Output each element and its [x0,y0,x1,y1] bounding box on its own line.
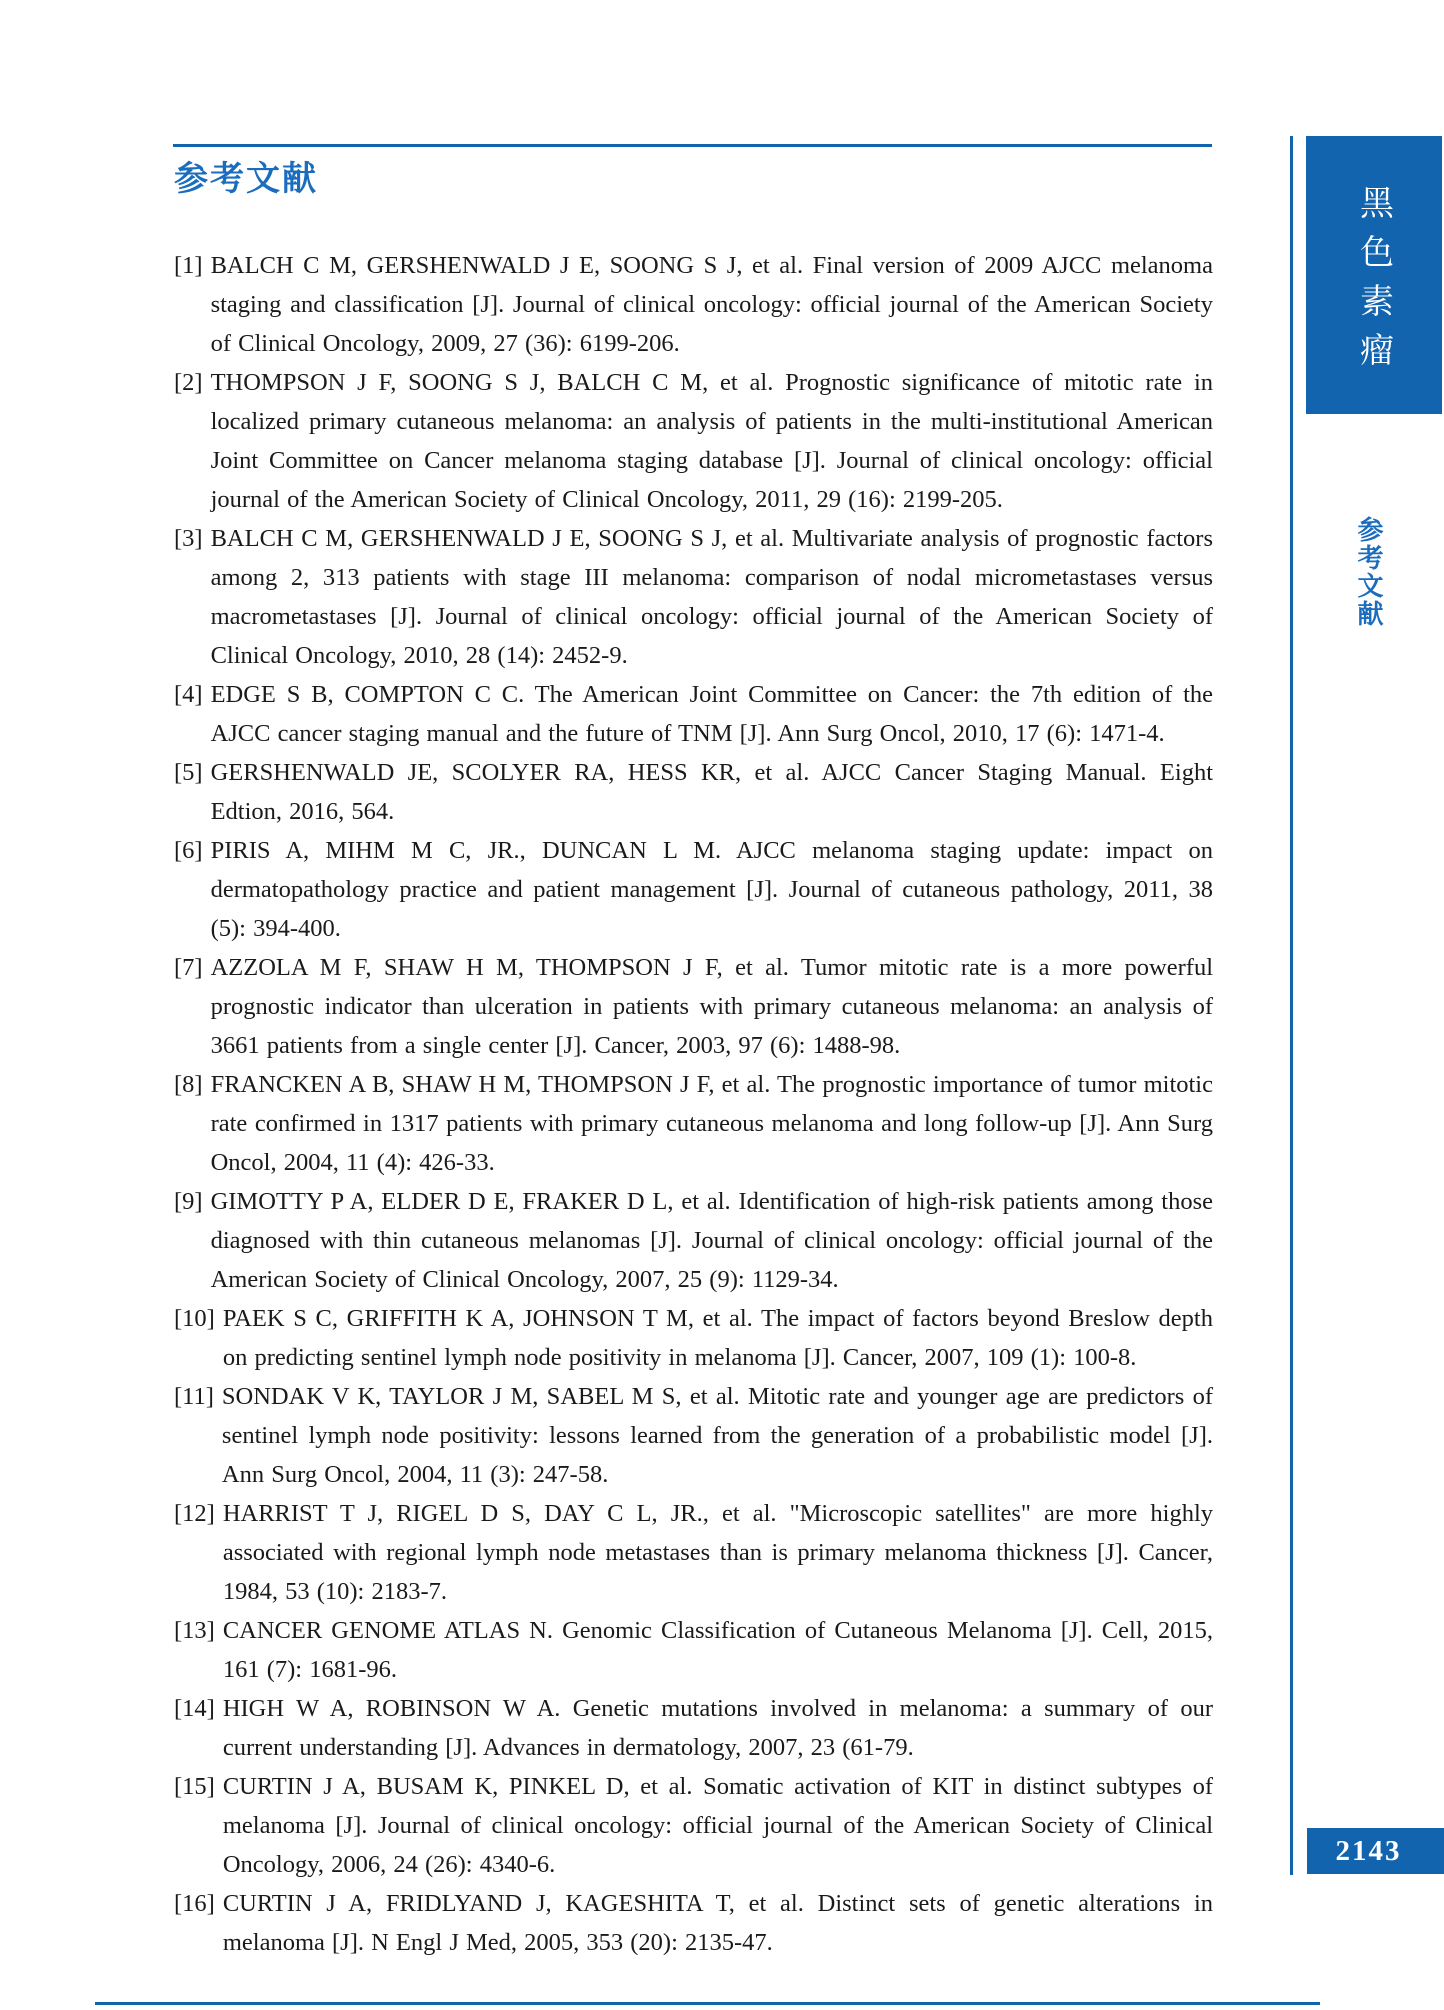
sidebar-divider-rule [1290,136,1293,1875]
reference-text: PAEK S C, GRIFFITH K A, JOHNSON T M, et al. The impact of factors beyond Breslow depth on predicting sentinel lymph node positivity in melanoma [J]. Cancer, 2007, 109 (1): 100-8. [222,1305,1213,1371]
reference-marker: [12] [174,1500,215,1527]
sidebar-book-title-box [1306,136,1442,414]
reference-item [174,1182,1213,1299]
reference-item [174,948,1213,1065]
sidebar-book-title: 黑色素瘤 [1354,184,1393,381]
sidebar-section-label: 参考文献 [1353,516,1383,628]
reference-marker: [10] [174,1305,215,1332]
reference-marker: [15] [174,1773,215,1800]
reference-text: BALCH C M, GERSHENWALD J E, SOONG S J, et al. Multivariate analysis of prognostic factors among 2, 313 patients with stage III melanoma: comparison of nodal micrometastases versus macrometastases [J]. Journal of clinical oncology: official journal of the American Society of Clinical Oncology, 2010, 28 (14): 2452-9. [210,525,1213,669]
reference-marker: [2] [174,369,203,396]
reference-text: BALCH C M, GERSHENWALD J E, SOONG S J, et al. Final version of 2009 AJCC melanoma staging and classification [J]. Journal of clinical oncology: official journal of the American Society of Clinical Oncology, 2009, 27 (36): 6199-206. [210,252,1213,357]
reference-item [174,363,1213,519]
reference-item [174,1065,1213,1182]
reference-item [174,1884,1213,1962]
reference-item [174,831,1213,948]
header-rule [173,144,1212,147]
reference-marker: [5] [174,759,203,786]
reference-marker: [4] [174,681,203,708]
reference-item [174,1611,1213,1689]
page-number: 2143 [1335,1834,1402,1867]
reference-marker: [9] [174,1188,203,1215]
reference-text: GIMOTTY P A, ELDER D E, FRAKER D L, et al. Identification of high-risk patients among those diagnosed with thin cutaneous melanomas [J]. Journal of clinical oncology: official journal of the American Society of Clinical Oncology, 2007, 25 (9): 1129-34. [210,1188,1213,1293]
reference-text: AZZOLA M F, SHAW H M, THOMPSON J F, et al. Tumor mitotic rate is a more powerful prognostic indicator than ulceration in patients with primary cutaneous melanoma: an analysis of 3661 patients from a single center [J]. Cancer, 2003, 97 (6): 1488-98. [210,954,1213,1059]
reference-text: FRANCKEN A B, SHAW H M, THOMPSON J F, et al. The prognostic importance of tumor mitotic rate confirmed in 1317 patients with primary cutaneous melanoma and long follow-up [J]. Ann Surg Oncol, 2004, 11 (4): 426-33. [210,1071,1213,1176]
reference-text: GERSHENWALD JE, SCOLYER RA, HESS KR, et al. AJCC Cancer Staging Manual. Eight Edtion, 2016, 564. [210,759,1213,825]
reference-marker: [3] [174,525,203,552]
reference-text: THOMPSON J F, SOONG S J, BALCH C M, et al. Prognostic significance of mitotic rate in localized primary cutaneous melanoma: an analysis of patients in the multi-institutional American Joint Committee on Cancer melanoma staging database [J]. Journal of clinical oncology: official journal of the American Society of Clinical Oncology, 2011, 29 (16): 2199-205. [210,369,1213,513]
reference-marker: [11] [174,1383,214,1410]
reference-marker: [1] [174,252,203,279]
reference-text: CANCER GENOME ATLAS N. Genomic Classification of Cutaneous Melanoma [J]. Cell, 2015, 161 (7): 1681-96. [222,1617,1213,1683]
reference-item [174,1767,1213,1884]
reference-text: PIRIS A, MIHM M C, JR., DUNCAN L M. AJCC melanoma staging update: impact on dermatopathology practice and patient management [J]. Journal of cutaneous pathology, 2011, 38 (5): 394-400. [210,837,1213,942]
footer-rule [95,2002,1320,2005]
reference-text: CURTIN J A, FRIDLYAND J, KAGESHITA T, et al. Distinct sets of genetic alterations in melanoma [J]. N Engl J Med, 2005, 353 (20): 2135-47. [222,1890,1213,1956]
reference-text: SONDAK V K, TAYLOR J M, SABEL M S, et al. Mitotic rate and younger age are predictors of sentinel lymph node positivity: lessons learned from the generation of a probabilistic model [J]. Ann Surg Oncol, 2004, 11 (3): 247-58. [221,1383,1213,1488]
reference-item [174,246,1213,363]
reference-text: HARRIST T J, RIGEL D S, DAY C L, JR., et al. "Microscopic satellites" are more highly associated with regional lymph node metastases than is primary melanoma thickness [J]. Cancer, 1984, 53 (10): 2183-7. [222,1500,1213,1605]
reference-item [174,675,1213,753]
reference-item [174,1689,1213,1767]
reference-item [174,1299,1213,1377]
page-title: 参考文献 [174,159,318,199]
reference-item [174,1494,1213,1611]
page-number-badge [1307,1828,1444,1874]
reference-marker: [16] [174,1890,215,1917]
reference-text: EDGE S B, COMPTON C C. The American Joint Committee on Cancer: the 7th edition of the AJCC cancer staging manual and the future of TNM [J]. Ann Surg Oncol, 2010, 17 (6): 1471-4. [210,681,1213,747]
references-list [174,246,1213,1962]
reference-text: HIGH W A, ROBINSON W A. Genetic mutations involved in melanoma: a summary of our current understanding [J]. Advances in dermatology, 2007, 23 (61-79. [222,1695,1213,1761]
reference-marker: [8] [174,1071,203,1098]
reference-item [174,519,1213,675]
reference-marker: [6] [174,837,203,864]
reference-text: CURTIN J A, BUSAM K, PINKEL D, et al. Somatic activation of KIT in distinct subtypes of melanoma [J]. Journal of clinical oncology: official journal of the American Society of Clinical Oncology, 2006, 24 (26): 4340-6. [222,1773,1213,1878]
reference-marker: [14] [174,1695,215,1722]
reference-marker: [13] [174,1617,215,1644]
reference-item [174,1377,1213,1494]
reference-marker: [7] [174,954,203,981]
reference-item [174,753,1213,831]
